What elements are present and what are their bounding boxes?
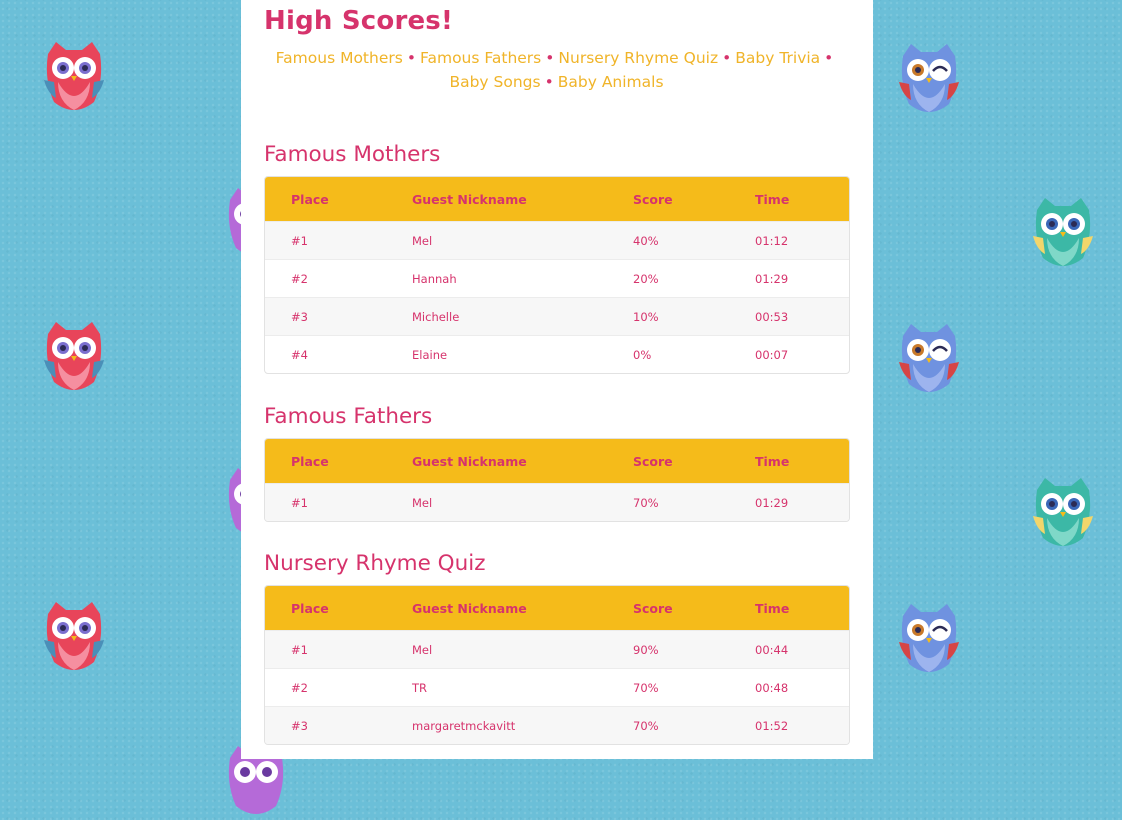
header-time: Time bbox=[755, 453, 790, 469]
table-row bbox=[265, 297, 849, 335]
cell-nickname: TR bbox=[412, 680, 428, 695]
cell-place: #1 bbox=[291, 495, 308, 510]
cell-time: 00:07 bbox=[755, 347, 789, 362]
cell-nickname: margaretmckavitt bbox=[412, 718, 516, 733]
owl-red-icon bbox=[42, 600, 106, 676]
table-row bbox=[265, 221, 849, 259]
header-time: Time bbox=[755, 600, 790, 616]
cell-score: 90% bbox=[633, 642, 659, 657]
scores-table-nursery-rhyme-quiz bbox=[264, 585, 850, 745]
cell-place: #1 bbox=[291, 233, 308, 248]
cell-score: 20% bbox=[633, 271, 659, 286]
link-famous-mothers[interactable]: Famous Mothers bbox=[275, 49, 403, 67]
cell-score: 10% bbox=[633, 309, 659, 324]
header-nickname: Guest Nickname bbox=[412, 453, 527, 469]
owl-blue-winking-icon bbox=[897, 602, 961, 678]
cell-place: #2 bbox=[291, 271, 308, 286]
cell-time: 00:44 bbox=[755, 642, 789, 657]
header-score: Score bbox=[633, 600, 673, 616]
link-separator: • bbox=[824, 49, 834, 67]
section-title-famous-fathers: Famous Fathers bbox=[264, 404, 433, 429]
table-row bbox=[265, 335, 849, 373]
link-nursery-rhyme-quiz[interactable]: Nursery Rhyme Quiz bbox=[558, 49, 719, 67]
table-row bbox=[265, 630, 849, 668]
section-title-famous-mothers: Famous Mothers bbox=[264, 142, 441, 167]
table-header bbox=[265, 586, 849, 630]
cell-time: 01:52 bbox=[755, 718, 789, 733]
cell-score: 0% bbox=[633, 347, 652, 362]
cell-time: 01:29 bbox=[755, 271, 789, 286]
content-panel bbox=[241, 0, 873, 759]
cell-score: 70% bbox=[633, 680, 659, 695]
cell-nickname: Hannah bbox=[412, 271, 457, 286]
table-row bbox=[265, 483, 849, 521]
cell-score: 70% bbox=[633, 718, 659, 733]
header-score: Score bbox=[633, 453, 673, 469]
header-place: Place bbox=[291, 453, 329, 469]
page-title: High Scores! bbox=[264, 6, 454, 36]
table-header bbox=[265, 439, 849, 483]
owl-blue-winking-icon bbox=[897, 42, 961, 118]
cell-place: #2 bbox=[291, 680, 308, 695]
owl-teal-icon bbox=[1031, 476, 1095, 552]
cell-nickname: Michelle bbox=[412, 309, 460, 324]
link-baby-songs[interactable]: Baby Songs bbox=[449, 73, 541, 91]
scores-table-famous-fathers bbox=[264, 438, 850, 522]
header-nickname: Guest Nickname bbox=[412, 191, 527, 207]
cell-time: 00:48 bbox=[755, 680, 789, 695]
link-famous-fathers[interactable]: Famous Fathers bbox=[419, 49, 542, 67]
link-separator: • bbox=[545, 49, 555, 67]
link-separator: • bbox=[406, 49, 416, 67]
owl-teal-icon bbox=[1031, 196, 1095, 272]
cell-nickname: Mel bbox=[412, 233, 433, 248]
owl-blue-winking-icon bbox=[897, 322, 961, 398]
header-time: Time bbox=[755, 191, 790, 207]
header-nickname: Guest Nickname bbox=[412, 600, 527, 616]
owl-red-icon bbox=[42, 320, 106, 396]
table-row bbox=[265, 668, 849, 706]
cell-time: 01:12 bbox=[755, 233, 789, 248]
cell-place: #3 bbox=[291, 309, 308, 324]
cell-time: 00:53 bbox=[755, 309, 789, 324]
cell-time: 01:29 bbox=[755, 495, 789, 510]
link-baby-trivia[interactable]: Baby Trivia bbox=[735, 49, 821, 67]
cell-score: 70% bbox=[633, 495, 659, 510]
cell-place: #4 bbox=[291, 347, 308, 362]
cell-nickname: Mel bbox=[412, 495, 433, 510]
cell-nickname: Mel bbox=[412, 642, 433, 657]
scores-table-famous-mothers bbox=[264, 176, 850, 374]
quiz-links bbox=[264, 46, 849, 94]
table-row bbox=[265, 706, 849, 744]
header-place: Place bbox=[291, 600, 329, 616]
owl-red-icon bbox=[42, 40, 106, 116]
link-separator: • bbox=[544, 73, 554, 91]
link-baby-animals[interactable]: Baby Animals bbox=[557, 73, 664, 91]
cell-place: #1 bbox=[291, 642, 308, 657]
table-row bbox=[265, 259, 849, 297]
section-title-nursery-rhyme-quiz: Nursery Rhyme Quiz bbox=[264, 551, 486, 576]
header-score: Score bbox=[633, 191, 673, 207]
link-separator: • bbox=[722, 49, 732, 67]
cell-place: #3 bbox=[291, 718, 308, 733]
header-place: Place bbox=[291, 191, 329, 207]
table-header bbox=[265, 177, 849, 221]
cell-score: 40% bbox=[633, 233, 659, 248]
cell-nickname: Elaine bbox=[412, 347, 448, 362]
